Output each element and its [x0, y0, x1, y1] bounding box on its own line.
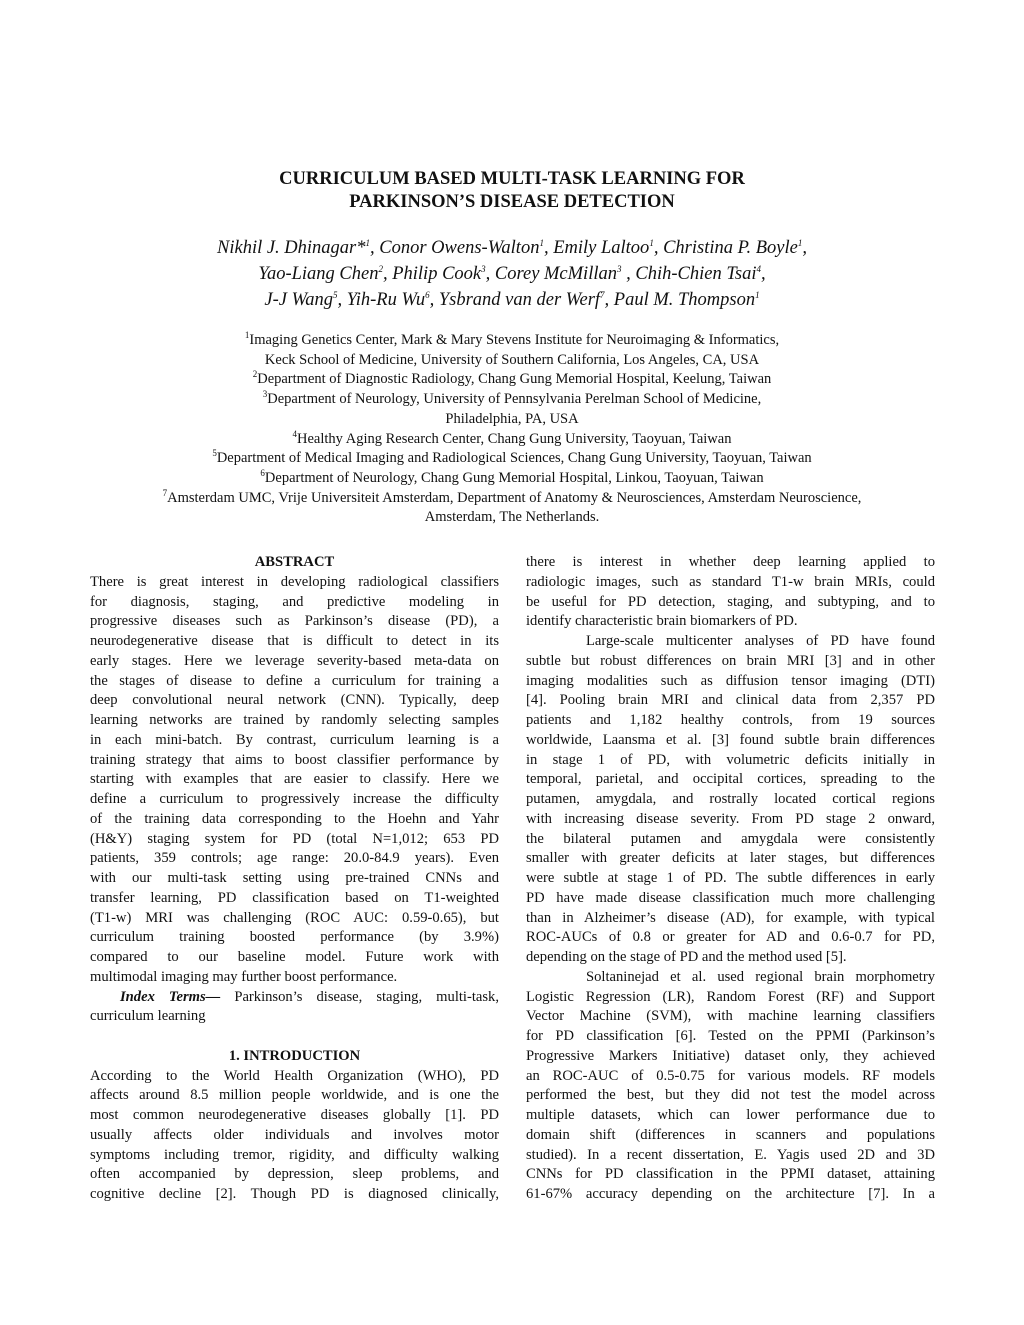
text-line: radiologic images, such as standard T1-w brain MRIs, could: [526, 573, 935, 590]
text-line: performed the best, but they did not test the model across: [526, 1087, 935, 1104]
text-line: transfer learning, PD classification based on T1-weighted: [90, 889, 499, 906]
text-line: be useful for PD detection, staging, and subtyping, and to: [526, 593, 935, 610]
text-line: deep convolutional neural network (CNN). Typically, deep: [90, 692, 499, 709]
affiliation-text: Department of Medical Imaging and Radiological Sciences, Chang Gung University, Taoyuan, Taiwan: [216, 450, 812, 467]
affiliation-text: Department of Neurology, University of Pennsylvania Perelman School of Medicine,: [267, 391, 762, 408]
text-line: were subtle at stage 1 of PD. The subtle differences in early: [526, 870, 935, 886]
author-line: [0, 287, 1024, 313]
paper-title: [0, 168, 1024, 214]
text-line: There is great interest in developing radiological classifiers: [90, 573, 499, 590]
affiliation: [0, 410, 1024, 430]
author-separator: ,: [543, 238, 554, 258]
index-terms-label: Index Terms—: [120, 988, 221, 1005]
author-affiliation-mark: 3: [616, 263, 622, 274]
text-line: starting with examples that are easier to classify. Here we: [90, 771, 499, 788]
text-line: in each mini-batch. By contrast, curriculum learning is a: [90, 731, 499, 748]
text-line: with increasing disease severity. From PD stage 2 onward,: [526, 810, 935, 827]
affiliation-text: Keck School of Medicine, University of Southern California, Los Angeles, CA, USA: [264, 351, 760, 368]
text-line: for PD classification [6]. Tested on the PPMI (Parkinson’s: [526, 1028, 935, 1044]
author-affiliation-mark: 3: [481, 263, 486, 274]
author-name: J-J Wang: [264, 290, 334, 310]
text-line: According to the World Health Organization (WHO), PD: [90, 1067, 499, 1084]
text-line: Vector Machine (SVM), with machine learning classifiers: [526, 1008, 935, 1025]
affiliation-text: Philadelphia, PA, USA: [445, 410, 579, 427]
text-line: in stage 1 of PD, with volumetric deficits initially in: [526, 751, 935, 768]
text-line: compared to our baseline model. Future work with: [90, 949, 499, 965]
author-separator: ,: [604, 290, 614, 310]
text-line: training strategy that aims to boost classifier performance by: [90, 751, 499, 768]
index-terms: [90, 988, 499, 1008]
author-separator: ,: [382, 264, 393, 284]
author-separator: ,: [337, 290, 347, 310]
author-separator: ,: [485, 264, 495, 284]
index-terms-text: Parkinson’s disease, staging, multi-task,: [220, 988, 499, 1005]
text-line: the stages of disease to define a curriculum for training a: [90, 672, 499, 689]
text-line: patients and 1,182 healthy controls, from 19 sources: [526, 712, 935, 728]
text-line: usually affects older individuals and involves motor: [90, 1126, 499, 1143]
text-line: studied). In a recent dissertation, E. Yagis used 2D and 3D: [526, 1146, 935, 1163]
text-line: 61-67% accuracy depending on the architecture [7]. In a: [526, 1186, 935, 1202]
author-name: Philip Cook: [392, 264, 482, 284]
affiliation: [0, 449, 1024, 469]
text-line: than in Alzheimer’s disease (AD), for example, with typical: [526, 909, 935, 926]
text-line: subtle but robust differences on brain MRI [3] and in other: [526, 652, 935, 669]
affiliation-text: Amsterdam UMC, Vrije Universiteit Amsterdam, Department of Anatomy & Neurosciences, Amsterdam Neuroscience,: [167, 489, 862, 506]
text-line: progressive diseases such as Parkinson’s disease (PD), a: [90, 613, 499, 630]
right-column: [526, 553, 935, 1205]
text-line: cognitive decline [2]. Though PD is diagnosed clinically,: [90, 1186, 499, 1202]
author-name: Yao-Liang Chen: [258, 264, 379, 284]
text-line: Soltaninejad et al. used regional brain morphometry: [586, 968, 935, 985]
title-line: CURRICULUM BASED MULTI-TASK LEARNING FOR: [279, 169, 745, 189]
text-line: define a curriculum to progressively increase the difficulty: [90, 791, 499, 807]
text-line: neurodegenerative disease that is difficult to detect in its: [90, 633, 499, 649]
text-line: CNNs for PD classification in the PPMI dataset, attaining: [526, 1166, 935, 1183]
author-affiliation-mark: 1: [649, 237, 654, 248]
author-affiliation-mark: 1: [365, 237, 371, 248]
index-terms-line: curriculum learning: [90, 1008, 206, 1025]
abstract-body: [90, 573, 499, 988]
text-line: (H&Y) staging system for PD (total N=1,012; 653 PD: [90, 830, 499, 847]
affiliation-number: 3: [262, 389, 268, 400]
text-line: ROC-AUCs of 0.8 or greater for AD and 0.6-0.7 for PD,: [526, 929, 935, 946]
affiliation: [0, 489, 1024, 509]
text-line: curriculum training boosted performance (by 3.9%): [90, 929, 499, 946]
affiliation-text: Healthy Aging Research Center, Chang Gung University, Taoyuan, Taiwan: [297, 430, 732, 447]
text-line: learning networks are trained by randomly selecting samples: [90, 712, 499, 728]
paragraph: [526, 553, 935, 632]
author-separator: ,: [653, 238, 664, 258]
text-line: most common neurodegenerative diseases globally [1]. PD: [90, 1107, 499, 1123]
text-line: smaller with greater deficits at later stages, but differences: [526, 850, 935, 867]
text-line: Logistic Regression (LR), Random Forest (RF) and Support: [526, 988, 935, 1005]
author-affiliation-mark: 1: [755, 289, 760, 300]
affiliation: [0, 390, 1024, 410]
affiliation-number: 2: [252, 369, 258, 380]
affiliation-text: Amsterdam, The Netherlands.: [424, 509, 600, 526]
author-affiliation-mark: 2: [378, 263, 383, 274]
text-line: for diagnosis, staging, and predictive modeling in: [90, 593, 499, 610]
text-line: [4]. Pooling brain MRI and clinical data from 2,357 PD: [526, 692, 935, 709]
affiliation-list: [0, 331, 1024, 528]
author-name: Christina P. Boyle: [663, 238, 798, 258]
paragraph: [526, 968, 935, 1205]
text-line: identify characteristic brain biomarkers of PD.: [526, 613, 798, 630]
affiliation-number: 1: [244, 330, 250, 341]
author-affiliation-mark: 4: [756, 263, 761, 274]
affiliation: [0, 508, 1024, 528]
text-line: with our multi-task setting using pre-trained CNNs and: [90, 870, 499, 886]
text-line: often accompanied by depression, sleep problems, and: [90, 1166, 499, 1183]
affiliation: [0, 469, 1024, 489]
author-separator: ,: [621, 264, 636, 284]
affiliation: [0, 351, 1024, 371]
text-line: early stages. Here we leverage severity-based meta-data on: [90, 652, 499, 669]
text-line: there is interest in whether deep learning applied to: [526, 554, 935, 570]
author-line: [0, 235, 1024, 261]
abstract-heading: ABSTRACT: [254, 554, 335, 570]
author-affiliation-mark: 6: [425, 289, 430, 300]
text-line: domain shift (differences in scanners and populations: [526, 1126, 935, 1143]
text-line: imaging modalities such as diffusion tensor imaging (DTI): [526, 672, 935, 689]
author-list: [0, 235, 1024, 313]
author-name: Yih-Ru Wu: [346, 290, 426, 310]
author-name: Paul M. Thompson: [613, 290, 756, 310]
affiliation-number: 7: [162, 487, 168, 498]
affiliation-text: Imaging Genetics Center, Mark & Mary Stevens Institute for Neuroimaging & Informatics,: [249, 332, 780, 348]
text-line: multiple datasets, which can lower performance due to: [526, 1107, 935, 1123]
affiliation-text: Department of Diagnostic Radiology, Chang Gung Memorial Hospital, Keelung, Taiwan: [257, 371, 772, 388]
text-line: putamen, amygdala, and rostrally located cortical regions: [526, 791, 935, 807]
affiliation-text: Department of Neurology, Chang Gung Memorial Hospital, Linkou, Taoyuan, Taiwan: [264, 469, 764, 486]
affiliation-number: 6: [260, 468, 265, 479]
text-line: Progressive Markers Initiative) dataset only, they achieved: [526, 1047, 935, 1064]
text-line: depending on the stage of PD and the method used [5].: [526, 949, 847, 965]
paragraph: [526, 632, 935, 968]
text-line: (T1-w) MRI was challenging (ROC AUC: 0.59-0.65), but: [90, 909, 499, 926]
introduction-body: [90, 1067, 499, 1205]
text-line: affects around 8.5 million people worldwide, and is one the: [90, 1087, 499, 1104]
author-line: [0, 261, 1024, 287]
text-line: the bilateral putamen and amygdala were consistently: [526, 830, 935, 847]
author-separator: ,: [802, 238, 807, 258]
author-affiliation-mark: 5: [333, 289, 338, 300]
author-name: Conor Owens-Walton: [379, 238, 540, 258]
text-line: PD have made disease classification much more challenging: [526, 889, 935, 906]
affiliation-number: 4: [292, 428, 298, 439]
author-name: Nikhil J. Dhinagar*: [217, 238, 366, 258]
author-affiliation-mark: 1: [539, 237, 544, 248]
left-column: [90, 553, 499, 1205]
author-affiliation-mark: 7: [600, 289, 605, 300]
text-line: an ROC-AUC of 0.5-0.75 for various models. RF models: [526, 1067, 935, 1084]
text-line: worldwide, Laansma et al. [3] found subtle brain differences: [526, 731, 935, 748]
affiliation: [0, 370, 1024, 390]
text-line: patients, 359 controls; age range: 20.0-84.9 years). Even: [90, 850, 499, 867]
introduction-heading: 1. INTRODUCTION: [228, 1047, 361, 1064]
author-separator: ,: [761, 264, 766, 284]
affiliation: [0, 331, 1024, 351]
author-name: Emily Laltoo: [553, 238, 650, 258]
text-line: temporal, parietal, and occipital cortices, spreading to the: [526, 771, 935, 788]
text-line: of the training data corresponding to the Hoehn and Yahr: [90, 810, 499, 827]
text-line: Large-scale multicenter analyses of PD have found: [586, 633, 935, 649]
author-name: Chih-Chien Tsai: [635, 264, 757, 284]
title-line: PARKINSON’S DISEASE DETECTION: [349, 192, 675, 212]
affiliation-number: 5: [212, 448, 217, 459]
author-separator: ,: [370, 238, 380, 258]
author-affiliation-mark: 1: [797, 237, 803, 248]
text-line: multimodal imaging may further boost performance.: [90, 968, 398, 985]
affiliation: [0, 430, 1024, 450]
author-separator: ,: [429, 290, 439, 310]
author-name: Ysbrand van der Werf: [438, 290, 601, 310]
author-name: Corey McMillan: [494, 264, 617, 284]
text-line: symptoms including tremor, rigidity, and difficulty walking: [90, 1146, 499, 1163]
